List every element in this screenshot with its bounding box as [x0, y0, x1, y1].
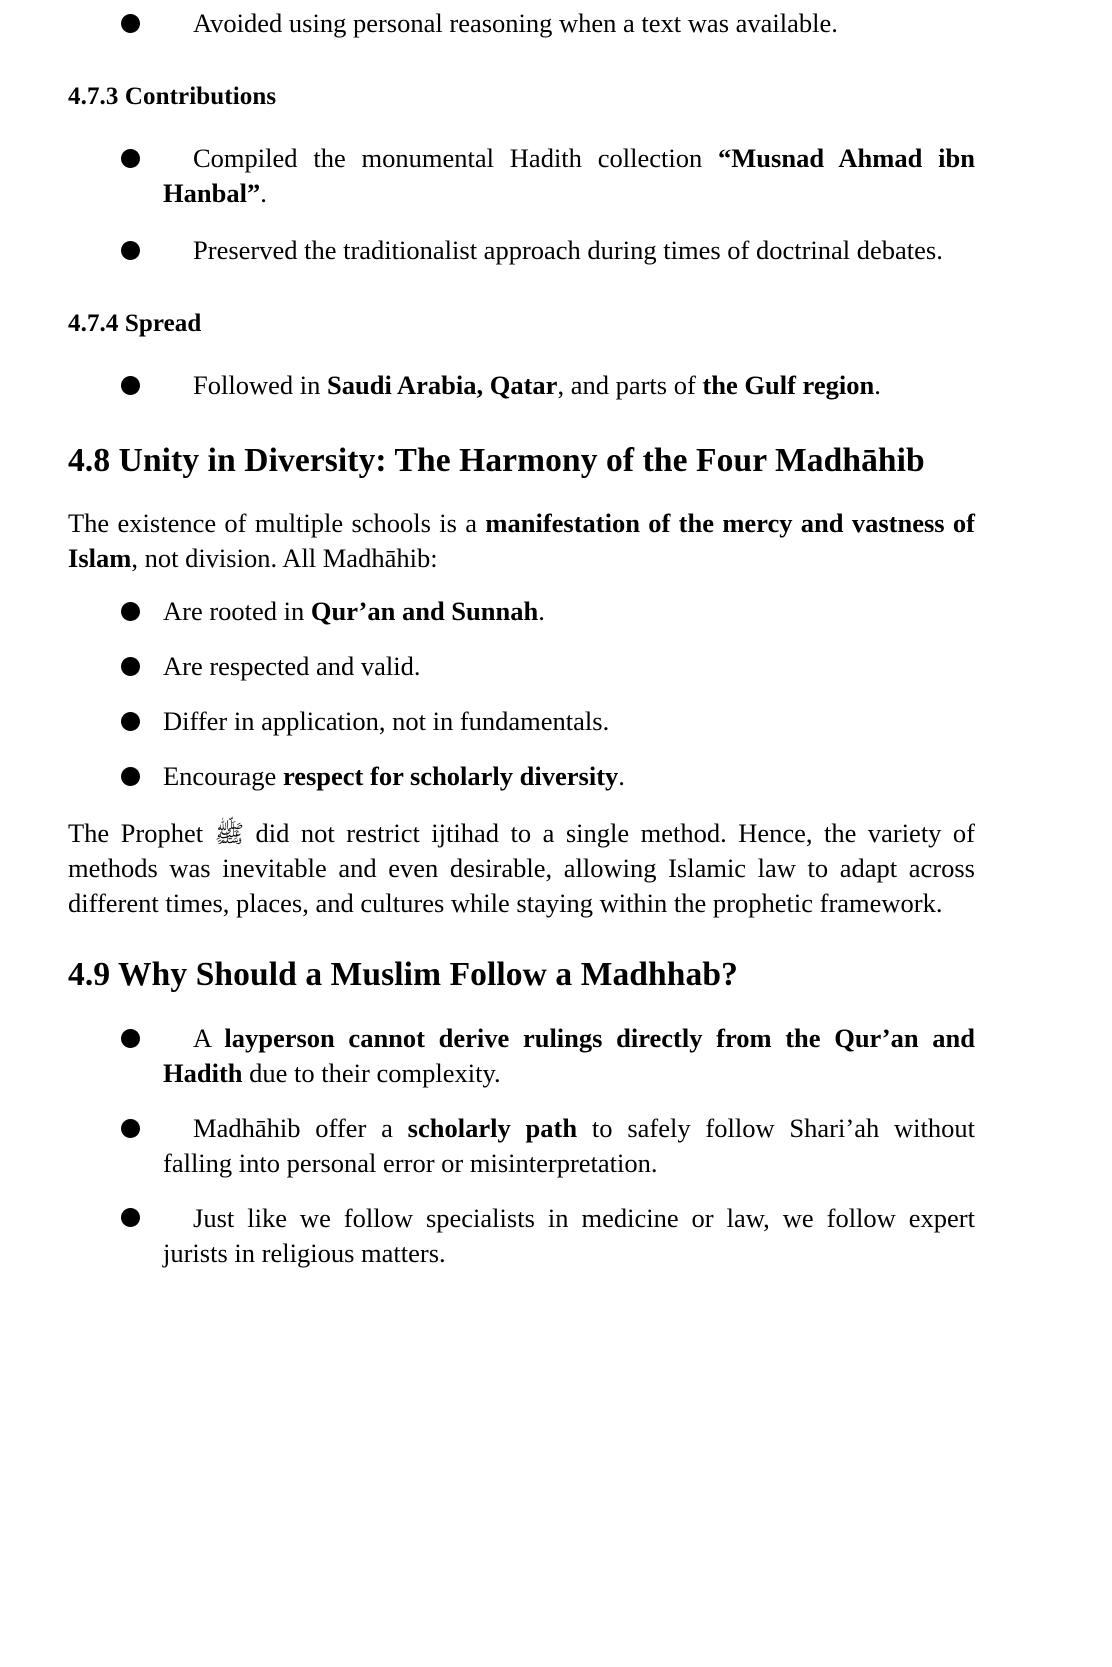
- list-item-text: Are respected and valid.: [163, 651, 421, 682]
- filled-circle-bullet-icon: [121, 376, 140, 395]
- list-item: [68, 1201, 975, 1271]
- list-item-text: A layperson cannot derive rulings directly from the Qur’an and Hadith due to their complexity.: [163, 1022, 975, 1088]
- list-item: [68, 649, 975, 684]
- filled-circle-bullet-icon: [121, 14, 140, 33]
- spacer: [68, 1181, 975, 1201]
- spacer: [68, 403, 975, 439]
- list-item-text: Madhāhib offer a scholarly path to safely follow Shari’ah without falling into personal error or misinterpretation.: [163, 1112, 975, 1178]
- list-item: [68, 368, 975, 403]
- list-item: [68, 594, 975, 629]
- spacer: [68, 268, 975, 308]
- list-item-text: Differ in application, not in fundamentals.: [163, 706, 610, 737]
- spacer: [68, 340, 975, 368]
- list-item: [68, 1021, 975, 1091]
- spacer: [68, 629, 975, 649]
- filled-circle-bullet-icon: [121, 1208, 140, 1227]
- list-item-text: Are rooted in Qur’an and Sunnah.: [163, 596, 545, 627]
- list-item: [68, 759, 975, 794]
- filled-circle-bullet-icon: [121, 1119, 140, 1138]
- spacer: [68, 997, 975, 1021]
- list-item: [68, 1111, 975, 1181]
- spacer: [68, 211, 975, 233]
- sallallahu-alayhi-wasallam-icon: ﷺ: [214, 819, 245, 849]
- filled-circle-bullet-icon: [121, 657, 140, 676]
- list-item: [68, 6, 975, 41]
- filled-circle-bullet-icon: [121, 712, 140, 731]
- spacer: [68, 794, 975, 816]
- spacer: [68, 1091, 975, 1111]
- section-heading-4-7-3: 4.7.3 Contributions: [68, 82, 277, 110]
- section-heading-4-9: 4.9 Why Should a Muslim Follow a Madhhab?: [68, 956, 738, 994]
- body-paragraph: The Prophet ﷺ did not restrict ijtihad to a single method. Hence, the variety of methods was inevitable and even desirable, allowing Islamic law to adapt across different times, places, and cultures while staying within the prophetic framework.: [68, 818, 975, 919]
- list-item-text: Preserved the traditionalist approach during times of doctrinal debates.: [193, 234, 943, 265]
- list-item: [68, 704, 975, 739]
- spacer: [68, 684, 975, 704]
- spacer: [68, 113, 975, 141]
- body-paragraph: The existence of multiple schools is a manifestation of the mercy and vastness of Islam, not division. All Madhāhib:: [68, 508, 976, 574]
- spacer: [68, 41, 975, 81]
- filled-circle-bullet-icon: [121, 149, 140, 168]
- list-item-text: Avoided using personal reasoning when a text was available.: [193, 8, 838, 38]
- spacer: [68, 482, 975, 506]
- list-item-text: Compiled the monumental Hadith collection “Musnad Ahmad ibn Hanbal”.: [163, 142, 976, 208]
- list-item-text: Just like we follow specialists in medicine or law, we follow expert jurists in religious matters.: [163, 1202, 975, 1268]
- spacer: [68, 921, 975, 953]
- list-item-text: Encourage respect for scholarly diversity.: [163, 761, 625, 792]
- spacer: [68, 739, 975, 759]
- list-item: [68, 233, 975, 268]
- section-heading-4-8: 4.8 Unity in Diversity: The Harmony of the Four Madhāhib: [68, 441, 925, 479]
- filled-circle-bullet-icon: [121, 241, 140, 260]
- spacer: [68, 576, 975, 594]
- section-heading-4-7-4: 4.7.4 Spread: [68, 309, 202, 337]
- list-item: [68, 141, 975, 211]
- filled-circle-bullet-icon: [121, 1029, 140, 1048]
- filled-circle-bullet-icon: [121, 767, 140, 786]
- filled-circle-bullet-icon: [121, 602, 140, 621]
- list-item-text: Followed in Saudi Arabia, Qatar, and parts of the Gulf region.: [193, 369, 881, 400]
